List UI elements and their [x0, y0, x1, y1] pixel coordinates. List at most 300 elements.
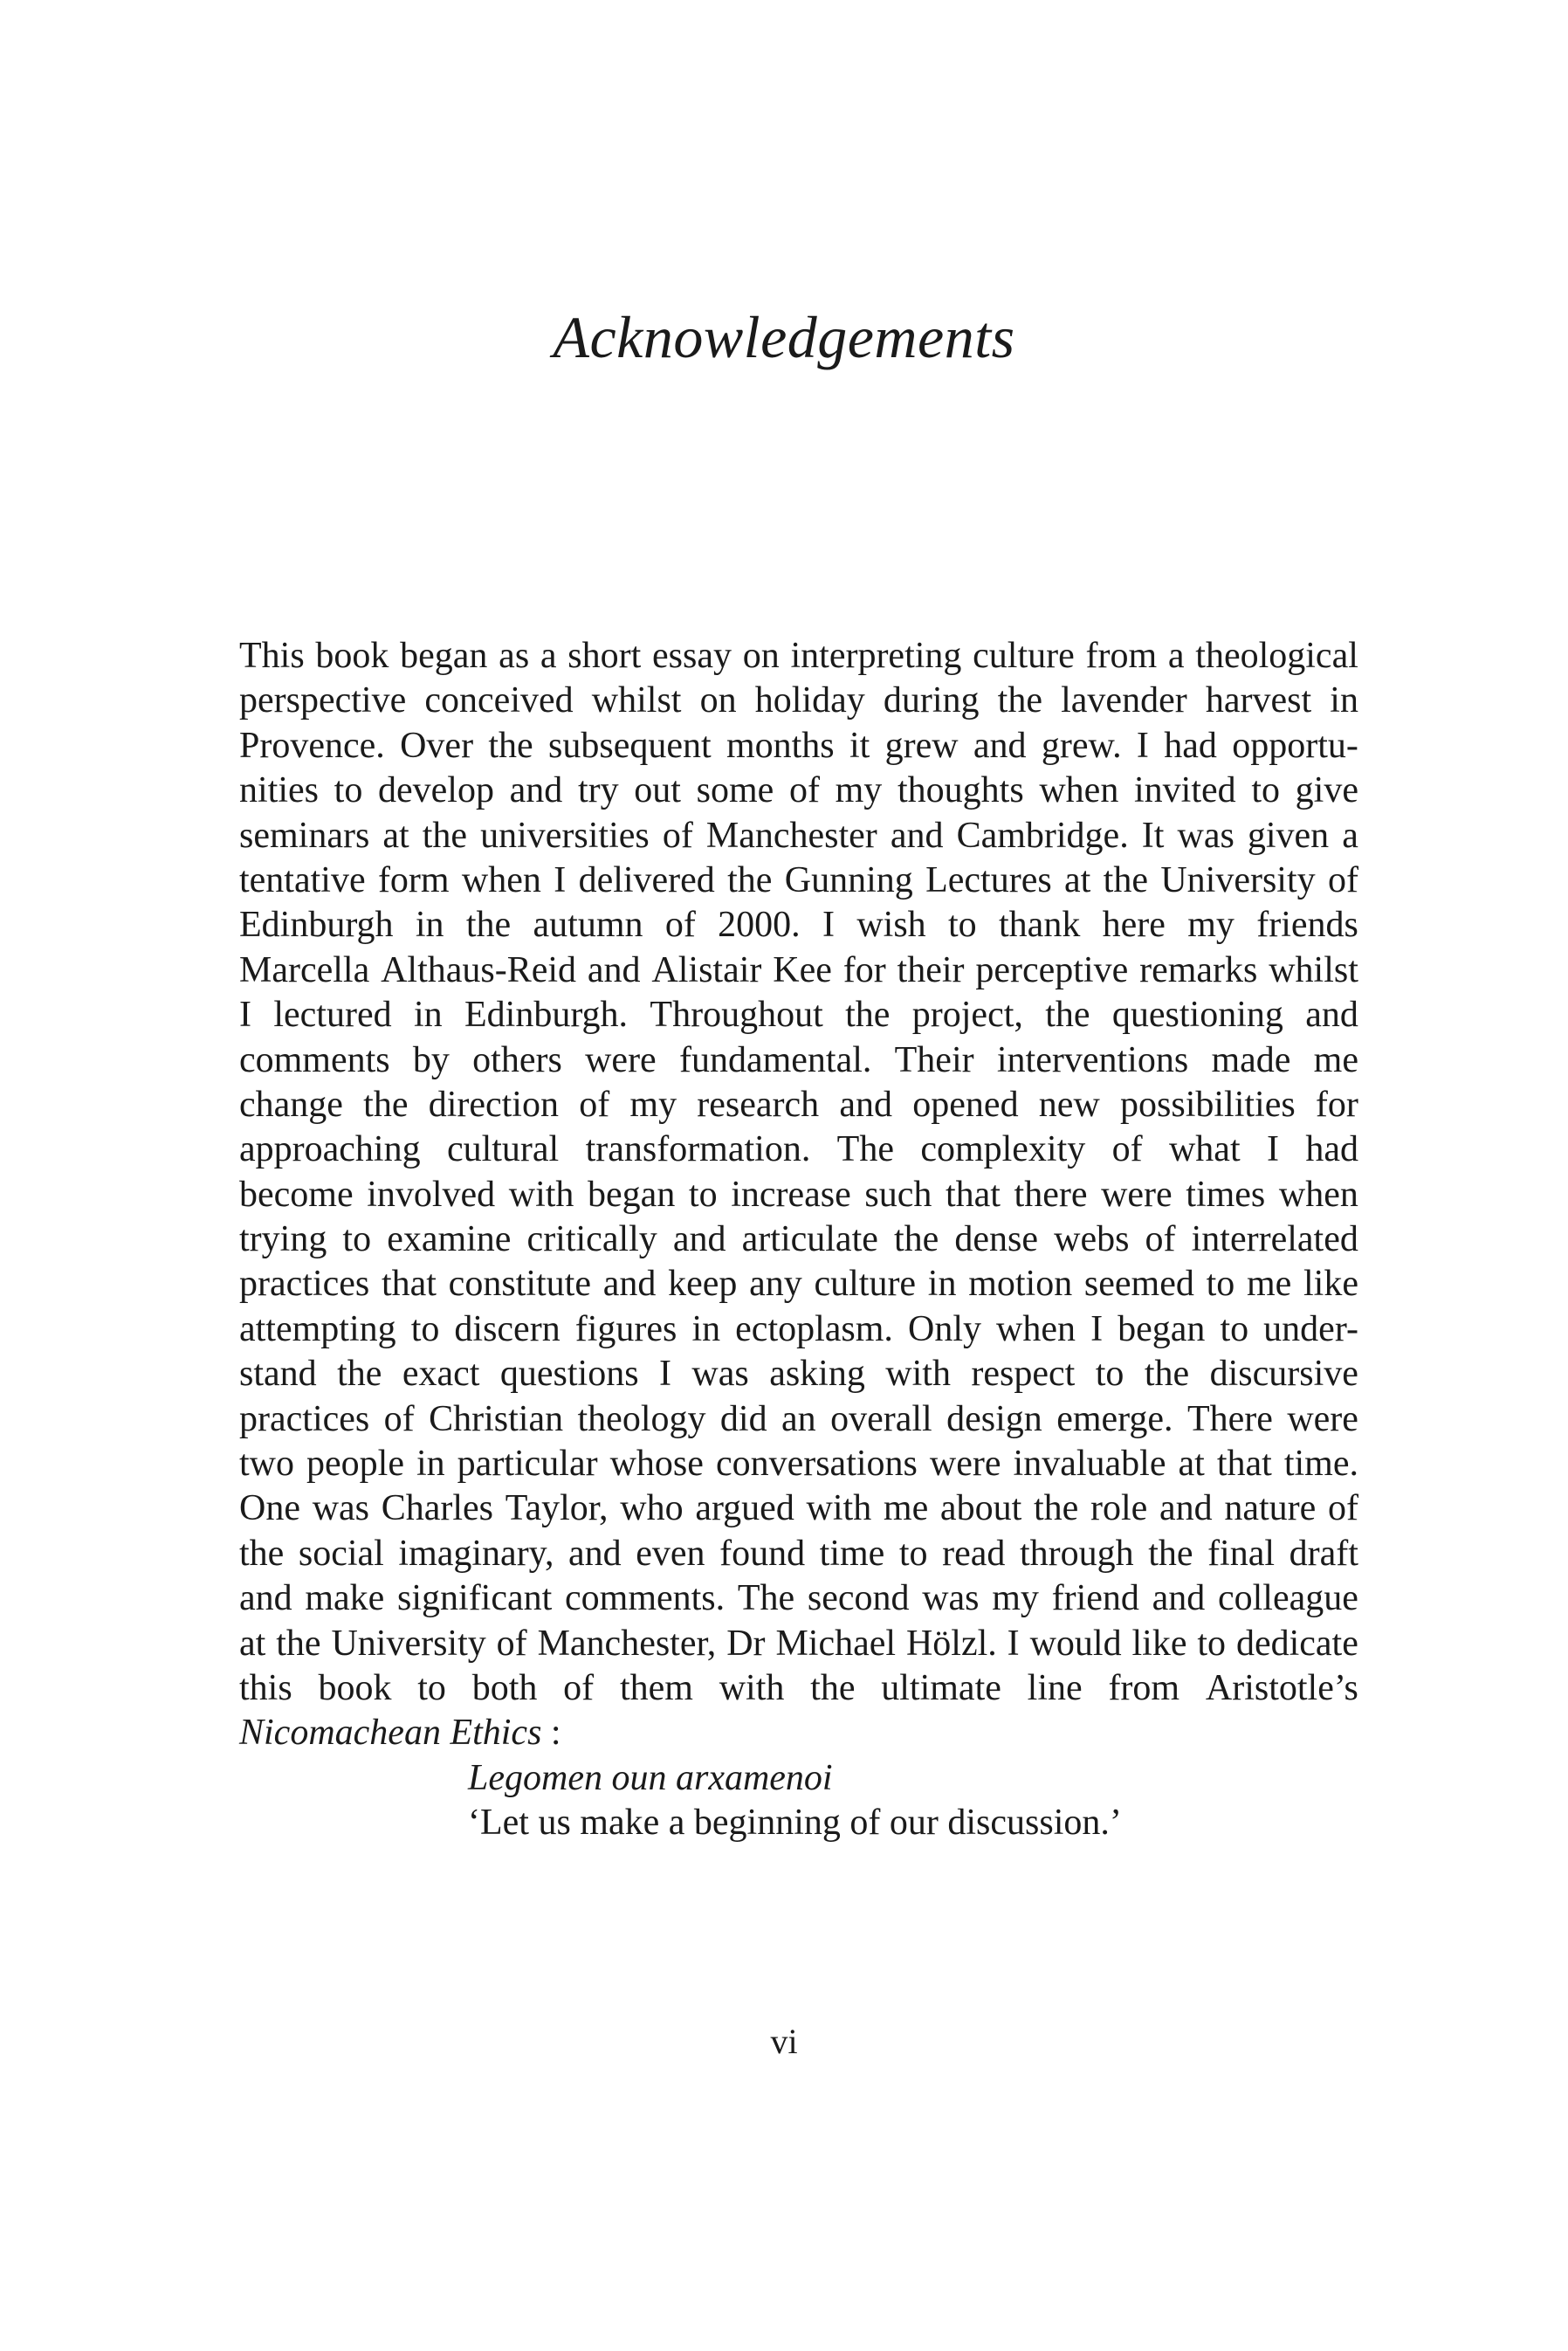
word: my: [629, 1084, 677, 1125]
word: through: [1019, 1533, 1134, 1574]
word: them: [619, 1667, 693, 1708]
word: Michael: [775, 1623, 897, 1664]
word: and: [1152, 1578, 1206, 1619]
word: conversations: [715, 1444, 918, 1485]
word: The: [836, 1129, 894, 1170]
text-line: [239, 993, 1358, 1038]
word: lavender: [1061, 680, 1187, 721]
text-line: [239, 948, 1358, 993]
word: stand: [239, 1354, 317, 1395]
word: opened: [912, 1084, 1019, 1125]
word: Taylor,: [505, 1488, 609, 1529]
word: with: [806, 1488, 872, 1529]
word: research: [697, 1084, 820, 1125]
word: Over: [400, 725, 474, 766]
word: that: [381, 1264, 437, 1305]
word: I: [1090, 1308, 1104, 1349]
word: of: [563, 1667, 595, 1708]
word: read: [942, 1533, 1006, 1574]
word: made: [1211, 1039, 1291, 1080]
word: new: [1038, 1084, 1100, 1125]
word: like: [1303, 1264, 1358, 1305]
word: ectoplasm.: [735, 1308, 893, 1349]
word: Hölzl.: [905, 1623, 997, 1664]
text-line: [239, 1262, 1358, 1306]
word: whose: [609, 1444, 704, 1485]
text-line: [239, 1397, 1358, 1442]
word: their: [897, 949, 965, 990]
word: cultural: [446, 1129, 560, 1170]
word: fundamental.: [678, 1039, 872, 1080]
word: who: [620, 1488, 684, 1529]
word: when: [461, 859, 541, 900]
word: direction: [428, 1084, 559, 1125]
word: grew: [884, 725, 959, 766]
text-line: [239, 1532, 1358, 1576]
word: and: [602, 1264, 657, 1305]
word: months: [726, 725, 835, 766]
word: line: [1027, 1667, 1083, 1708]
word: motion: [968, 1264, 1073, 1305]
word: the: [727, 859, 773, 900]
word: holiday: [754, 680, 865, 721]
word: It: [1141, 815, 1165, 856]
word: found: [719, 1533, 806, 1574]
word: to: [688, 1174, 718, 1215]
text-line: [239, 634, 1358, 679]
word: Marcella: [239, 949, 370, 990]
word: with: [719, 1667, 785, 1708]
word: respect: [971, 1354, 1076, 1395]
word: project,: [911, 995, 1023, 1036]
text-line: [239, 903, 1358, 948]
word: others: [472, 1039, 562, 1080]
word: invaluable: [1013, 1444, 1166, 1485]
text-line: [239, 814, 1358, 858]
word: Manchester: [705, 815, 877, 856]
word: when: [1039, 770, 1119, 811]
word: on: [699, 680, 737, 721]
word: at: [1064, 859, 1091, 900]
word: grew.: [1041, 725, 1122, 766]
word: was: [312, 1488, 370, 1529]
word: to: [1251, 770, 1280, 811]
text-line: [239, 1083, 1358, 1127]
word: to: [410, 1308, 440, 1349]
word: short: [567, 636, 642, 676]
word: at: [1178, 1444, 1205, 1485]
word: Manchester,: [537, 1623, 717, 1664]
word: and: [890, 815, 944, 856]
word: harvest: [1205, 680, 1312, 721]
word: I: [1266, 1129, 1279, 1170]
text-line: [239, 1307, 1358, 1352]
text-line: [239, 724, 1358, 769]
word: webs: [1054, 1219, 1130, 1260]
word: Cambridge.: [956, 815, 1129, 856]
word: complexity: [920, 1129, 1086, 1170]
word: conceived: [424, 680, 574, 721]
word: did: [719, 1398, 767, 1439]
word: figures: [574, 1308, 677, 1349]
word: Edinburgh: [239, 905, 394, 946]
word: and: [1305, 995, 1358, 1036]
word: This: [239, 636, 305, 676]
word: the: [276, 1623, 321, 1664]
word: interpreting: [790, 636, 962, 676]
text-line: [239, 1352, 1358, 1396]
word: had: [1305, 1129, 1358, 1170]
word: times: [1186, 1174, 1266, 1215]
word: I: [1136, 725, 1149, 766]
word: comments: [239, 1039, 390, 1080]
word: and: [973, 725, 1027, 766]
word: the: [239, 1533, 285, 1574]
text-line: [239, 1666, 1358, 1711]
word: some: [696, 770, 774, 811]
text-line: [239, 1127, 1358, 1172]
word: to: [417, 1667, 446, 1708]
word: was: [691, 1354, 749, 1395]
word: Provence.: [239, 725, 385, 766]
text-line: [239, 1173, 1358, 1217]
word: Only: [907, 1308, 981, 1349]
word: of: [1111, 1129, 1143, 1170]
word: perceptive: [975, 949, 1129, 990]
word: the: [1045, 995, 1090, 1036]
word: interrelated: [1191, 1219, 1358, 1260]
word: with: [885, 1354, 951, 1395]
word: a: [1167, 636, 1185, 676]
word: were: [1287, 1398, 1358, 1439]
word: become: [239, 1174, 354, 1215]
word: colleague: [1217, 1578, 1358, 1619]
page-number: vi: [770, 2022, 798, 2061]
word: role: [1090, 1488, 1148, 1529]
word: me: [883, 1488, 929, 1529]
word: Throughout: [650, 995, 823, 1036]
word: try: [577, 770, 619, 811]
word: the: [1144, 1354, 1190, 1395]
word: were: [585, 1039, 657, 1080]
word: to: [898, 1533, 928, 1574]
word: the: [845, 995, 891, 1036]
word: nities: [239, 770, 319, 811]
word: for: [842, 949, 886, 990]
word: I: [822, 905, 835, 946]
word: that: [1216, 1444, 1272, 1485]
word: for: [1315, 1084, 1358, 1125]
word: my: [992, 1578, 1039, 1619]
word: Edinburgh.: [464, 995, 629, 1036]
word: keep: [668, 1264, 738, 1305]
text-line: [239, 1486, 1358, 1531]
word: Lectures: [925, 859, 1052, 900]
text-line: [239, 858, 1358, 903]
word: when: [1278, 1174, 1358, 1215]
word: Their: [894, 1039, 974, 1080]
word: began: [400, 636, 488, 676]
word: in: [1330, 680, 1358, 721]
word: by: [412, 1039, 450, 1080]
colon-punctuation: :: [550, 1713, 561, 1754]
word: the: [1148, 1533, 1193, 1574]
word: me: [1313, 1039, 1358, 1080]
word: design: [946, 1398, 1042, 1439]
word: social: [298, 1533, 384, 1574]
word: whilst: [1269, 949, 1358, 990]
word: particular: [457, 1444, 598, 1485]
word: book: [315, 636, 389, 676]
word: any: [749, 1264, 802, 1305]
word: in: [927, 1264, 957, 1305]
word: Aristotle’s: [1205, 1667, 1358, 1708]
quote-translation: ‘Let us make a beginning of our discussion.’: [468, 1803, 1122, 1844]
word: at: [382, 815, 409, 856]
word: practices: [239, 1398, 370, 1439]
word: second: [807, 1578, 910, 1619]
word: I: [239, 995, 251, 1036]
word: wish: [856, 905, 926, 946]
word: I: [658, 1354, 671, 1395]
word: seemed: [1083, 1264, 1194, 1305]
acknowledgements-paragraph: [239, 634, 1358, 1756]
word: such: [864, 1174, 932, 1215]
word: an: [781, 1398, 816, 1439]
word: remarks: [1139, 949, 1258, 990]
word: the: [337, 1354, 382, 1395]
word: dense: [954, 1219, 1039, 1260]
word: theology: [577, 1398, 706, 1439]
text-line: [239, 1576, 1358, 1621]
word: of: [1145, 1219, 1176, 1260]
word: discursive: [1209, 1354, 1358, 1395]
word: discern: [454, 1308, 560, 1349]
word: lectured: [273, 995, 392, 1036]
page-title: Acknowledgements: [553, 304, 1015, 370]
word: thank: [999, 905, 1081, 946]
word: attempting: [239, 1308, 396, 1349]
word: began: [588, 1174, 676, 1215]
word: autumn: [533, 905, 643, 946]
word: were: [1101, 1174, 1173, 1215]
word: in: [413, 995, 443, 1036]
word: I: [554, 859, 567, 900]
word: to: [1220, 1308, 1249, 1349]
word: the: [1103, 859, 1148, 900]
text-line: [239, 1442, 1358, 1486]
word: Charles: [381, 1488, 494, 1529]
word: from: [1085, 636, 1158, 676]
word: that: [945, 1174, 1001, 1215]
word: the: [810, 1667, 856, 1708]
word: questioning: [1111, 995, 1283, 1036]
word: as: [499, 636, 530, 676]
word: given: [1247, 815, 1330, 856]
word: and: [587, 949, 641, 990]
text-line: [239, 1622, 1358, 1666]
text-line: [239, 769, 1358, 813]
word: the: [1033, 1488, 1079, 1529]
word: constitute: [448, 1264, 591, 1305]
word: give: [1295, 770, 1358, 811]
word: Kee: [773, 949, 832, 990]
word: in: [415, 905, 444, 946]
word: questions: [499, 1354, 639, 1395]
word: There: [1186, 1398, 1273, 1439]
word: argued: [695, 1488, 794, 1529]
word: tentative: [239, 859, 366, 900]
word: time.: [1283, 1444, 1358, 1485]
word: was: [1177, 815, 1234, 856]
word: the: [997, 680, 1042, 721]
word: and: [839, 1084, 893, 1125]
word: to: [1095, 1354, 1124, 1395]
word: Gunning: [784, 859, 913, 900]
word: out: [634, 770, 681, 811]
word: overall: [830, 1398, 932, 1439]
word: perspective: [239, 680, 407, 721]
word: University: [331, 1623, 486, 1664]
word: Alistair: [651, 949, 762, 990]
word: One: [239, 1488, 300, 1529]
word: invited: [1134, 770, 1236, 811]
word: both: [471, 1667, 538, 1708]
word: book: [318, 1667, 392, 1708]
word: dedicate: [1235, 1623, 1358, 1664]
word: subsequent: [548, 725, 712, 766]
word: a: [1342, 815, 1358, 856]
word: form: [377, 859, 450, 900]
word: trying: [239, 1219, 327, 1260]
word: possibilities: [1120, 1084, 1296, 1125]
word: to: [342, 1219, 372, 1260]
word: in: [691, 1308, 721, 1349]
text-line: [239, 679, 1358, 723]
word: this: [239, 1667, 292, 1708]
word: change: [239, 1084, 343, 1125]
word: essay: [652, 636, 732, 676]
word: people: [306, 1444, 404, 1485]
word: draft: [1289, 1533, 1358, 1574]
word: of: [788, 770, 820, 811]
quote-transliteration: Legomen oun arxamenoi: [468, 1758, 833, 1798]
word: a: [540, 636, 557, 676]
word: emerge.: [1056, 1398, 1173, 1439]
word: about: [939, 1488, 1022, 1529]
word: to: [948, 905, 977, 946]
word: the: [422, 815, 468, 856]
word: opportu-: [1232, 725, 1358, 766]
word: of: [496, 1623, 527, 1664]
word: ultimate: [881, 1667, 1001, 1708]
word: friends: [1256, 905, 1358, 946]
word: University: [1160, 859, 1316, 900]
word: whilst: [591, 680, 682, 721]
word: the: [488, 725, 533, 766]
word: the: [465, 905, 512, 946]
word: would: [1029, 1623, 1122, 1664]
word: there: [1014, 1174, 1088, 1215]
word: Dr: [726, 1623, 766, 1664]
text-line: [239, 1217, 1358, 1262]
word: of: [664, 905, 696, 946]
text-line-final: [239, 1711, 1358, 1755]
word: nature: [1224, 1488, 1317, 1529]
word: of: [383, 1398, 415, 1439]
word: the: [363, 1084, 409, 1125]
word: it: [849, 725, 870, 766]
word: final: [1207, 1533, 1276, 1574]
word: two: [239, 1444, 294, 1485]
word: here: [1102, 905, 1166, 946]
text-line: [239, 1038, 1358, 1083]
word: critically: [526, 1219, 657, 1260]
word: theological: [1195, 636, 1358, 676]
word: time: [819, 1533, 885, 1574]
word: and: [239, 1578, 292, 1619]
book-title-reference: Nicomachean Ethics: [239, 1713, 542, 1754]
word: comments.: [565, 1578, 726, 1619]
word: develop: [378, 770, 494, 811]
word: on: [742, 636, 780, 676]
word: under-: [1263, 1308, 1358, 1349]
word: culture: [814, 1264, 917, 1305]
word: involved: [367, 1174, 496, 1215]
word: Althaus-Reid: [381, 949, 577, 990]
word: universities: [480, 815, 650, 856]
word: from: [1108, 1667, 1180, 1708]
word: when: [996, 1308, 1076, 1349]
word: thoughts: [897, 770, 1024, 811]
word: the: [893, 1219, 939, 1260]
word: of: [1327, 859, 1358, 900]
word: to: [334, 770, 363, 811]
word: The: [737, 1578, 795, 1619]
word: like: [1131, 1623, 1187, 1664]
word: make: [305, 1578, 385, 1619]
word: what: [1168, 1129, 1241, 1170]
word: was: [922, 1578, 980, 1619]
word: culture: [973, 636, 1075, 676]
word: of: [579, 1084, 610, 1125]
word: practices: [239, 1264, 370, 1305]
word: to: [1206, 1264, 1235, 1305]
word: during: [883, 680, 980, 721]
word: 2000.: [718, 905, 801, 946]
word: increase: [731, 1174, 851, 1215]
word: in: [416, 1444, 445, 1485]
word: at: [239, 1623, 266, 1664]
word: had: [1164, 725, 1217, 766]
word: interventions: [996, 1039, 1189, 1080]
word: approaching: [239, 1129, 421, 1170]
word: friend: [1051, 1578, 1139, 1619]
word: with: [508, 1174, 574, 1215]
word: to: [1197, 1623, 1227, 1664]
word: and: [672, 1219, 726, 1260]
word: and: [1159, 1488, 1213, 1529]
word: of: [1327, 1488, 1358, 1529]
word: significant: [397, 1578, 553, 1619]
word: my: [835, 770, 883, 811]
word: even: [636, 1533, 705, 1574]
word: articulate: [741, 1219, 878, 1260]
word: and: [509, 770, 563, 811]
word: asking: [769, 1354, 865, 1395]
word: of: [662, 815, 693, 856]
word: delivered: [578, 859, 715, 900]
